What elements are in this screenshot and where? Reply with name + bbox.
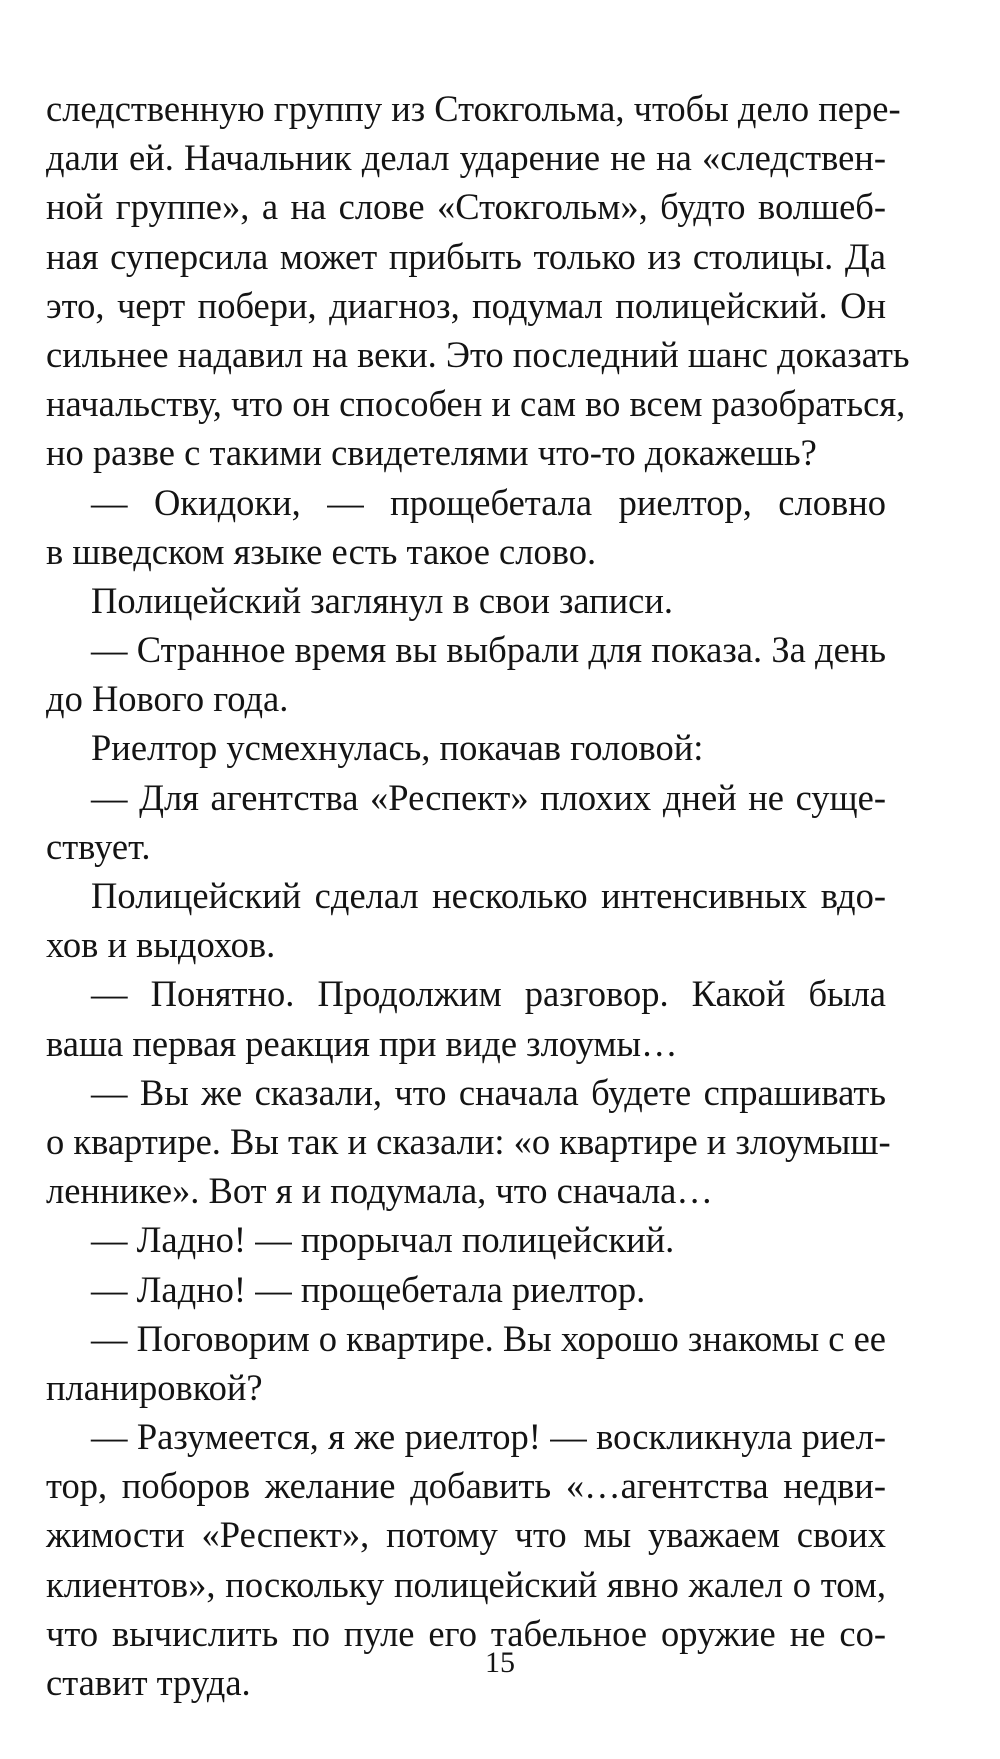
text-line: — Странное время вы выбрали для показа. За день bbox=[91, 629, 886, 671]
text-line: тор, поборов желание добавить «…агентства недви- bbox=[46, 1465, 886, 1507]
text-line: планировкой? bbox=[46, 1366, 263, 1408]
text-line: — Поговорим о квартире. Вы хорошо знакомы с ее bbox=[91, 1317, 886, 1359]
text-line: ваша первая реакция при виде злоумы… bbox=[46, 1022, 678, 1064]
text-line: — Понятно. Продолжим разговор. Какой была bbox=[91, 973, 886, 1015]
text-line: ная суперсила может прибыть только из столицы. Да bbox=[46, 235, 886, 277]
text-line: ной группе», а на слове «Стокгольм», будто волшеб- bbox=[46, 186, 886, 228]
text-line: что вычислить по пуле его табельное оружие не со- bbox=[46, 1612, 886, 1654]
page-number: 15 bbox=[485, 1646, 515, 1679]
text-line: — Для агентства «Респект» плохих дней не суще- bbox=[91, 776, 886, 818]
text-line: — Окидоки, — прощебетала риелтор, словно bbox=[91, 481, 886, 523]
text-line: ставит труда. bbox=[46, 1662, 251, 1703]
text-line: — Вы же сказали, что сначала будете спрашивать bbox=[91, 1071, 886, 1113]
text-line: — Разумеется, я же риелтор! — воскликнула риел- bbox=[91, 1416, 886, 1458]
text-line: Полицейский заглянул в свои записи. bbox=[91, 579, 674, 621]
text-line: до Нового года. bbox=[46, 678, 289, 720]
text-line: Полицейский сделал несколько интенсивных вдо- bbox=[91, 875, 886, 916]
text-line: ствует. bbox=[46, 825, 151, 867]
text-line: сильнее надавил на веки. Это последний шанс доказать bbox=[46, 333, 910, 375]
text-line: это, черт побери, диагноз, подумал полицейский. Он bbox=[46, 284, 886, 326]
text-line: Риелтор усмехнулась, покачав головой: bbox=[91, 727, 704, 769]
text-line: дали ей. Начальник делал ударение не на «следствен- bbox=[46, 137, 886, 179]
text-line: — Ладно! — прощебетала риелтор. bbox=[91, 1268, 646, 1310]
text-line: — Ладно! — прорычал полицейский. bbox=[91, 1219, 675, 1261]
text-line: начальству, что он способен и сам во всем разобраться, bbox=[46, 383, 906, 425]
text-line: клиентов», поскольку полицейский явно жалел о том, bbox=[46, 1563, 886, 1605]
text-line: леннике». Вот я и подумала, что сначала… bbox=[46, 1170, 713, 1212]
text-line: следственную группу из Стокгольма, чтобы дело пере- bbox=[46, 88, 901, 129]
text-line: хов и выдохов. bbox=[46, 924, 276, 966]
text-line: о квартире. Вы так и сказали: «о квартире и злоумыш- bbox=[46, 1120, 891, 1162]
text-line: но разве с такими свидетелями что-то докажешь? bbox=[46, 432, 817, 474]
body-text bbox=[46, 84, 910, 1707]
text-line: жимости «Респект», потому что мы уважаем своих bbox=[46, 1514, 886, 1556]
text-line: в шведском языке есть такое слово. bbox=[46, 530, 597, 572]
